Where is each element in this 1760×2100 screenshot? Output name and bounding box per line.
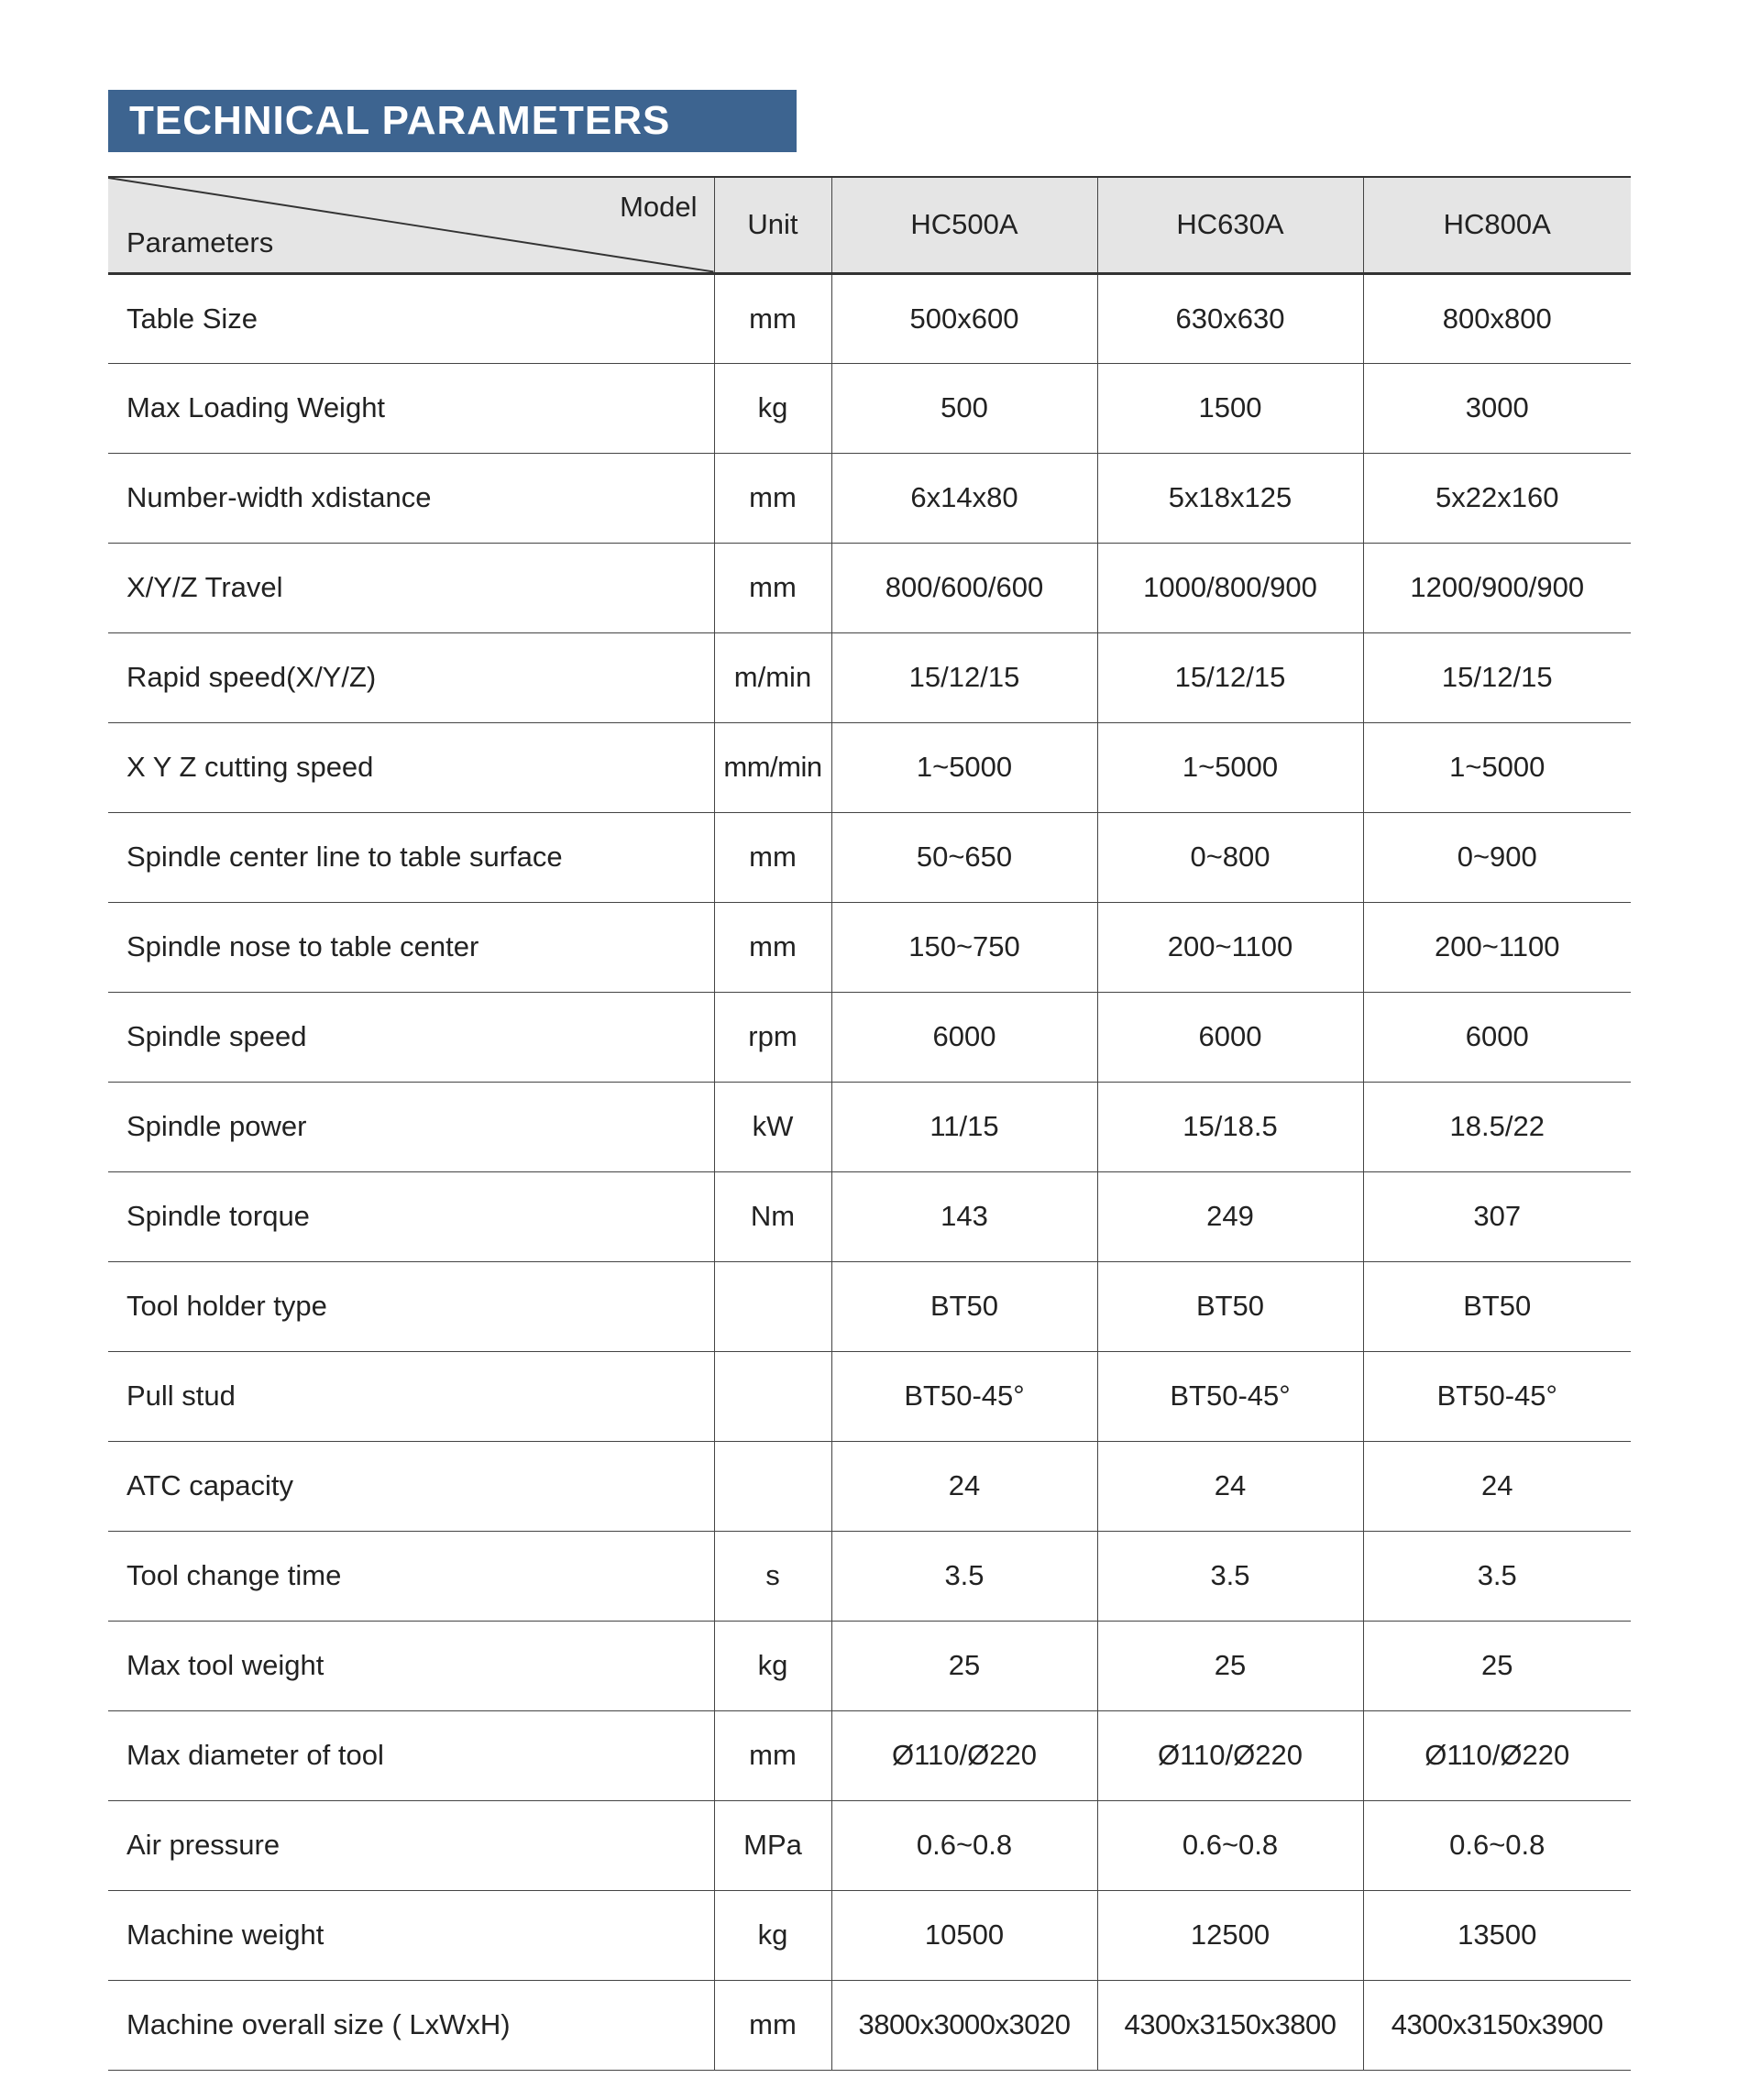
table-body bbox=[108, 273, 1631, 2070]
value-cell-hc800a: 5x22x160 bbox=[1363, 453, 1631, 543]
value-cell-hc630a: Ø110/Ø220 bbox=[1097, 1710, 1363, 1800]
value-cell-hc500a: 3800x3000x3020 bbox=[831, 1980, 1097, 2070]
value-cell-hc630a: 25 bbox=[1097, 1621, 1363, 1710]
corner-header-cell bbox=[108, 177, 714, 273]
value-cell-hc500a: 0.6~0.8 bbox=[831, 1800, 1097, 1890]
value-cell-hc500a: Ø110/Ø220 bbox=[831, 1710, 1097, 1800]
value-cell-hc800a: BT50-45° bbox=[1363, 1351, 1631, 1441]
unit-cell: kg bbox=[714, 1890, 831, 1980]
table-row bbox=[108, 1351, 1631, 1441]
table-row bbox=[108, 632, 1631, 722]
unit-cell: mm bbox=[714, 812, 831, 902]
unit-column-header: Unit bbox=[714, 177, 831, 273]
unit-cell: mm bbox=[714, 453, 831, 543]
table-row bbox=[108, 543, 1631, 632]
value-cell-hc800a: 15/12/15 bbox=[1363, 632, 1631, 722]
value-cell-hc630a: 15/12/15 bbox=[1097, 632, 1363, 722]
parameter-name-cell: Machine overall size ( LxWxH) bbox=[108, 1980, 714, 2070]
model-corner-label: Model bbox=[620, 191, 698, 223]
value-cell-hc800a: 1~5000 bbox=[1363, 722, 1631, 812]
parameter-name-cell: Tool holder type bbox=[108, 1261, 714, 1351]
value-cell-hc500a: BT50-45° bbox=[831, 1351, 1097, 1441]
value-cell-hc800a: 0.6~0.8 bbox=[1363, 1800, 1631, 1890]
parameter-name-cell: ATC capacity bbox=[108, 1441, 714, 1531]
page-title: TECHNICAL PARAMETERS bbox=[129, 98, 671, 143]
value-cell-hc630a: 0~800 bbox=[1097, 812, 1363, 902]
value-cell-hc500a: 25 bbox=[831, 1621, 1097, 1710]
value-cell-hc630a: 1000/800/900 bbox=[1097, 543, 1363, 632]
table-header-row bbox=[108, 177, 1631, 273]
value-cell-hc800a: 0~900 bbox=[1363, 812, 1631, 902]
unit-cell bbox=[714, 1441, 831, 1531]
table-row bbox=[108, 992, 1631, 1082]
value-cell-hc800a: 13500 bbox=[1363, 1890, 1631, 1980]
value-cell-hc800a: 307 bbox=[1363, 1171, 1631, 1261]
table-row bbox=[108, 1621, 1631, 1710]
table-row bbox=[108, 812, 1631, 902]
unit-cell bbox=[714, 1351, 831, 1441]
table-row bbox=[108, 1082, 1631, 1171]
unit-cell: mm/min bbox=[714, 722, 831, 812]
parameter-name-cell: Machine weight bbox=[108, 1890, 714, 1980]
parameters-table bbox=[108, 176, 1631, 2071]
unit-cell: kg bbox=[714, 1621, 831, 1710]
value-cell-hc500a: 143 bbox=[831, 1171, 1097, 1261]
unit-cell: Nm bbox=[714, 1171, 831, 1261]
value-cell-hc500a: 10500 bbox=[831, 1890, 1097, 1980]
value-cell-hc500a: 150~750 bbox=[831, 902, 1097, 992]
value-cell-hc500a: 24 bbox=[831, 1441, 1097, 1531]
value-cell-hc630a: 6000 bbox=[1097, 992, 1363, 1082]
title-banner bbox=[108, 90, 797, 152]
value-cell-hc630a: 630x630 bbox=[1097, 273, 1363, 363]
model-column-header: HC800A bbox=[1363, 177, 1631, 273]
unit-cell: s bbox=[714, 1531, 831, 1621]
value-cell-hc800a: 1200/900/900 bbox=[1363, 543, 1631, 632]
parameter-name-cell: Max tool weight bbox=[108, 1621, 714, 1710]
value-cell-hc500a: 500x600 bbox=[831, 273, 1097, 363]
value-cell-hc630a: 15/18.5 bbox=[1097, 1082, 1363, 1171]
value-cell-hc630a: 0.6~0.8 bbox=[1097, 1800, 1363, 1890]
unit-cell: mm bbox=[714, 273, 831, 363]
parameters-corner-label: Parameters bbox=[126, 225, 274, 258]
table-row bbox=[108, 1441, 1631, 1531]
value-cell-hc630a: 249 bbox=[1097, 1171, 1363, 1261]
parameter-name-cell: Pull stud bbox=[108, 1351, 714, 1441]
unit-cell: MPa bbox=[714, 1800, 831, 1890]
value-cell-hc500a: 3.5 bbox=[831, 1531, 1097, 1621]
value-cell-hc800a: 24 bbox=[1363, 1441, 1631, 1531]
model-column-header: HC500A bbox=[831, 177, 1097, 273]
parameter-name-cell: Spindle nose to table center bbox=[108, 902, 714, 992]
table-row bbox=[108, 363, 1631, 453]
unit-cell: m/min bbox=[714, 632, 831, 722]
value-cell-hc800a: 3.5 bbox=[1363, 1531, 1631, 1621]
value-cell-hc630a: BT50-45° bbox=[1097, 1351, 1363, 1441]
value-cell-hc800a: 200~1100 bbox=[1363, 902, 1631, 992]
value-cell-hc500a: 500 bbox=[831, 363, 1097, 453]
table-row bbox=[108, 1171, 1631, 1261]
value-cell-hc500a: 50~650 bbox=[831, 812, 1097, 902]
unit-cell: mm bbox=[714, 902, 831, 992]
value-cell-hc800a: 800x800 bbox=[1363, 273, 1631, 363]
parameter-name-cell: Max diameter of tool bbox=[108, 1710, 714, 1800]
value-cell-hc800a: 6000 bbox=[1363, 992, 1631, 1082]
value-cell-hc800a: 3000 bbox=[1363, 363, 1631, 453]
parameter-name-cell: Spindle torque bbox=[108, 1171, 714, 1261]
table-row bbox=[108, 902, 1631, 992]
parameter-name-cell: Spindle center line to table surface bbox=[108, 812, 714, 902]
table-row bbox=[108, 722, 1631, 812]
table-row bbox=[108, 1800, 1631, 1890]
table-row bbox=[108, 453, 1631, 543]
value-cell-hc800a: 18.5/22 bbox=[1363, 1082, 1631, 1171]
unit-cell: mm bbox=[714, 543, 831, 632]
parameter-name-cell: Spindle speed bbox=[108, 992, 714, 1082]
unit-cell: rpm bbox=[714, 992, 831, 1082]
value-cell-hc630a: 1~5000 bbox=[1097, 722, 1363, 812]
value-cell-hc800a: 25 bbox=[1363, 1621, 1631, 1710]
unit-cell: mm bbox=[714, 1710, 831, 1800]
unit-cell bbox=[714, 1261, 831, 1351]
table-row bbox=[108, 1261, 1631, 1351]
model-column-header: HC630A bbox=[1097, 177, 1363, 273]
table-row bbox=[108, 1890, 1631, 1980]
value-cell-hc800a: BT50 bbox=[1363, 1261, 1631, 1351]
unit-cell: mm bbox=[714, 1980, 831, 2070]
value-cell-hc630a: 200~1100 bbox=[1097, 902, 1363, 992]
parameter-name-cell: Spindle power bbox=[108, 1082, 714, 1171]
parameter-name-cell: Number-width xdistance bbox=[108, 453, 714, 543]
value-cell-hc500a: 1~5000 bbox=[831, 722, 1097, 812]
table-row bbox=[108, 273, 1631, 363]
value-cell-hc630a: 1500 bbox=[1097, 363, 1363, 453]
parameter-name-cell: Tool change time bbox=[108, 1531, 714, 1621]
value-cell-hc800a: Ø110/Ø220 bbox=[1363, 1710, 1631, 1800]
table-row bbox=[108, 1531, 1631, 1621]
parameter-name-cell: Air pressure bbox=[108, 1800, 714, 1890]
value-cell-hc500a: 6000 bbox=[831, 992, 1097, 1082]
unit-cell: kg bbox=[714, 363, 831, 453]
value-cell-hc500a: 6x14x80 bbox=[831, 453, 1097, 543]
value-cell-hc500a: BT50 bbox=[831, 1261, 1097, 1351]
table-row bbox=[108, 1710, 1631, 1800]
value-cell-hc630a: 4300x3150x3800 bbox=[1097, 1980, 1363, 2070]
value-cell-hc630a: 5x18x125 bbox=[1097, 453, 1363, 543]
parameter-name-cell: Table Size bbox=[108, 273, 714, 363]
parameter-name-cell: X/Y/Z Travel bbox=[108, 543, 714, 632]
unit-cell: kW bbox=[714, 1082, 831, 1171]
parameter-name-cell: Rapid speed(X/Y/Z) bbox=[108, 632, 714, 722]
value-cell-hc630a: BT50 bbox=[1097, 1261, 1363, 1351]
value-cell-hc500a: 800/600/600 bbox=[831, 543, 1097, 632]
value-cell-hc630a: 12500 bbox=[1097, 1890, 1363, 1980]
value-cell-hc630a: 24 bbox=[1097, 1441, 1363, 1531]
parameter-name-cell: Max Loading Weight bbox=[108, 363, 714, 453]
value-cell-hc500a: 15/12/15 bbox=[831, 632, 1097, 722]
value-cell-hc800a: 4300x3150x3900 bbox=[1363, 1980, 1631, 2070]
value-cell-hc500a: 11/15 bbox=[831, 1082, 1097, 1171]
table-row bbox=[108, 1980, 1631, 2070]
value-cell-hc630a: 3.5 bbox=[1097, 1531, 1363, 1621]
parameter-name-cell: X Y Z cutting speed bbox=[108, 722, 714, 812]
